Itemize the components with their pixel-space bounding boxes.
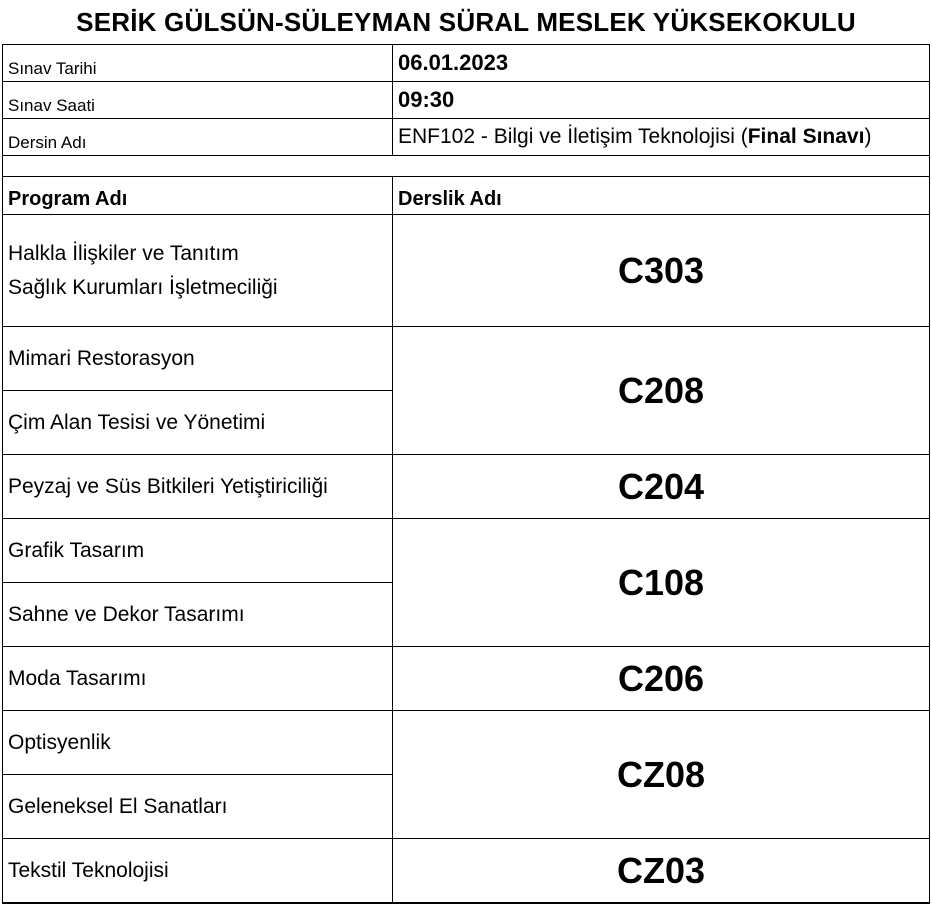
- room-cell: C303: [393, 215, 930, 327]
- exam-time-row: [3, 82, 930, 119]
- exam-date-value: 06.01.2023: [393, 45, 930, 82]
- table-row: [3, 711, 930, 775]
- program-name: Moda Tasarımı: [3, 647, 393, 711]
- room-cell: C108: [393, 519, 930, 647]
- table-row: [3, 647, 930, 711]
- program-name: Tekstil Teknolojisi: [3, 839, 393, 904]
- program-name: Sahne ve Dekor Tasarımı: [3, 583, 393, 647]
- table-row: [3, 455, 930, 519]
- program-cell: [3, 215, 393, 327]
- table-row: [3, 839, 930, 904]
- table-header-row: [3, 177, 930, 215]
- program-name-header: Program Adı: [3, 177, 393, 215]
- table-row: [3, 327, 930, 391]
- program-name: Grafik Tasarım: [3, 519, 393, 583]
- room-cell: C206: [393, 647, 930, 711]
- program-name: Peyzaj ve Süs Bitkileri Yetiştiriciliği: [3, 455, 393, 519]
- exam-info-table: [2, 44, 930, 156]
- room-cell: CZ03: [393, 839, 930, 904]
- course-name-suffix: ): [864, 125, 872, 148]
- exam-time-label: Sınav Saati: [3, 82, 393, 119]
- course-exam-type: Final Sınavı: [747, 125, 865, 148]
- program-name: Çim Alan Tesisi ve Yönetimi: [3, 391, 393, 455]
- school-title: SERİK GÜLSÜN-SÜLEYMAN SÜRAL MESLEK YÜKSEKOKULU: [76, 6, 856, 37]
- table-row: [3, 519, 930, 583]
- course-name-row: [3, 119, 930, 156]
- room-name-header: Derslik Adı: [393, 177, 930, 215]
- course-name-label: Dersin Adı: [3, 119, 393, 156]
- program-name: Mimari Restorasyon: [3, 327, 393, 391]
- exam-date-row: [3, 45, 930, 82]
- exam-date-label: Sınav Tarihi: [3, 45, 393, 82]
- program-room-table: [2, 176, 930, 904]
- table-row: [3, 215, 930, 327]
- program-name: Halkla İlişkiler ve Tanıtım: [8, 241, 239, 265]
- room-cell: C208: [393, 327, 930, 455]
- room-cell: C204: [393, 455, 930, 519]
- program-name: Sağlık Kurumları İşletmeciliği: [8, 275, 278, 299]
- spacer-row: [2, 152, 930, 176]
- course-name-prefix: ENF102 - Bilgi ve İletişim Teknolojisi (: [398, 125, 748, 148]
- program-name: Optisyenlik: [3, 711, 393, 775]
- exam-time-value: 09:30: [393, 82, 930, 119]
- program-name: Geleneksel El Sanatları: [3, 775, 393, 839]
- course-name-value: [393, 119, 930, 156]
- room-cell: CZ08: [393, 711, 930, 839]
